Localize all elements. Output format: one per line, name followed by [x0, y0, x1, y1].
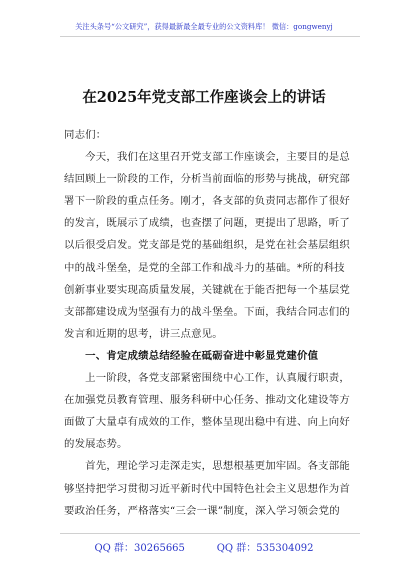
footer-divider [60, 533, 360, 534]
paragraph-line: 中的战斗堡垒，是党的全部工作和战斗力的基础。*所的科技 [64, 261, 345, 274]
paragraph-line: 够坚持把学习贯彻习近平新时代中国特色社会主义思想作为首 [64, 482, 350, 495]
paragraph-line: 发言和近期的思考，讲三点意见。 [64, 327, 223, 340]
paragraph-line: 面做了大量卓有成效的工作，整体呈现出稳中有进、向上向好 [64, 416, 350, 429]
section-heading: 一、肯定成绩总结经验在砥砺奋进中彰显党建价值 [64, 349, 319, 362]
document-body [64, 124, 360, 522]
header-banner: 关注头条号“公文研究”，获得最新最全最专业的公文资料库！ 微信：gongwenyj [75, 22, 333, 31]
paragraph-line: 结回顾上一阶段的工作，分析当前面临的形势与挑战，研究部 [64, 173, 350, 186]
paragraph-line: 上一阶段，各党支部紧密围绕中心工作，认真履行职责， [64, 372, 350, 385]
header-divider [60, 36, 360, 37]
paragraph-line: 以后很受启发。党支部是党的基础组织，是党在社会基层组织 [64, 239, 350, 252]
paragraph-line: 的发展态势。 [64, 438, 128, 451]
paragraph-line: 创新事业要实现高质量发展，关键就在于能否把每一个基层党 [64, 283, 350, 296]
paragraph-line: 支部都建设成为坚强有力的战斗堡垒。下面，我结合同志们的 [64, 305, 350, 318]
paragraph-line: 今天，我们在这里召开党支部工作座谈会，主要目的是总 [64, 151, 350, 164]
paragraph-line: 在加强党员教育管理、服务科研中心任务、推动文化建设等方 [64, 394, 350, 407]
salutation: 同志们： [64, 129, 107, 141]
document-title: 在2025年党支部工作座谈会上的讲话 [82, 89, 326, 106]
paragraph-line: 署下一阶段的重点任务。刚才，各支部的负责同志都作了很好 [64, 195, 350, 208]
footer-contact: QQ 群：30265665 QQ 群：535304092 [94, 543, 314, 554]
paragraph-line: 首先，理论学习走深走实，思想根基更加牢固。各支部能 [64, 460, 350, 473]
paragraph-line: 的发言，既展示了成绩，也查摆了问题，更提出了思路，听了 [64, 217, 350, 230]
paragraph-line: 要政治任务，严格落实“三会一课”制度，深入学习领会党的 [64, 504, 340, 517]
